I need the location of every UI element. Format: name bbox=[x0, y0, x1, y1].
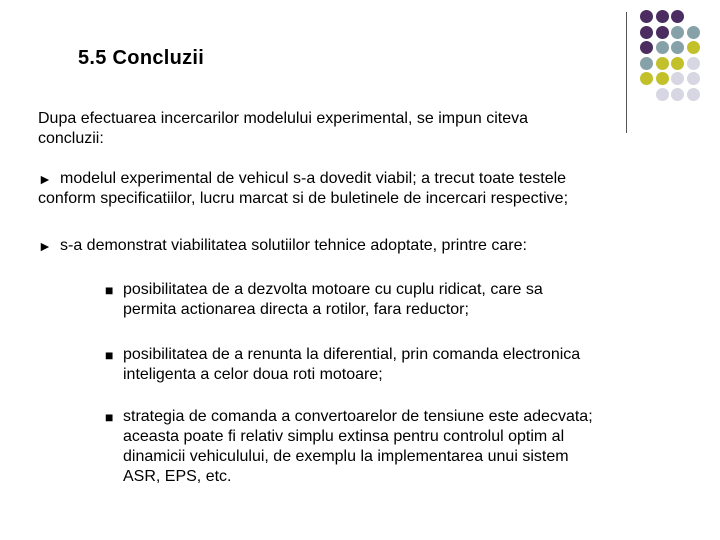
decorative-dot bbox=[640, 41, 653, 54]
sub-item bbox=[105, 280, 675, 320]
intro-paragraph bbox=[38, 109, 598, 149]
square-bullet-icon: ■ bbox=[105, 409, 114, 425]
decorative-dot bbox=[640, 10, 653, 23]
bullet-item bbox=[38, 169, 678, 209]
decorative-dot bbox=[656, 88, 669, 101]
decorative-dot bbox=[656, 10, 669, 23]
decorative-dot bbox=[671, 72, 684, 85]
decorative-dot bbox=[640, 72, 653, 85]
decorative-dot bbox=[687, 57, 700, 70]
divider-line bbox=[626, 12, 627, 133]
intro-line: concluzii: bbox=[38, 130, 104, 147]
sub-item-text: dinamicii vehiculului, de exemplu la implementarea unui sistem bbox=[123, 448, 569, 465]
decorative-dot bbox=[671, 88, 684, 101]
sub-item bbox=[105, 345, 675, 385]
bullet-text: modelul experimental de vehicul s-a dovedit viabil; a trecut toate testele bbox=[60, 170, 567, 187]
bullet-arrow-icon: ► bbox=[38, 238, 52, 254]
decorative-dot bbox=[687, 26, 700, 39]
sub-item-text: strategia de comanda a convertoarelor de tensiune este adecvata; bbox=[123, 408, 593, 425]
decorative-dot bbox=[671, 41, 684, 54]
sub-item-text: posibilitatea de a dezvolta motoare cu cuplu ridicat, care sa bbox=[123, 281, 543, 298]
decorative-dot bbox=[656, 72, 669, 85]
bullet-item bbox=[38, 236, 678, 256]
decorative-dot bbox=[656, 26, 669, 39]
square-bullet-icon: ■ bbox=[105, 347, 114, 363]
bullet-text: conform specificatiilor, lucru marcat si de buletinele de incercari respective; bbox=[38, 190, 569, 207]
decorative-dot bbox=[671, 57, 684, 70]
decorative-dot bbox=[671, 26, 684, 39]
decorative-dot bbox=[671, 10, 684, 23]
bullet-arrow-icon: ► bbox=[38, 171, 52, 187]
intro-line: Dupa efectuarea incercarilor modelului experimental, se impun citeva bbox=[38, 110, 529, 127]
sub-item-text: ASR, EPS, etc. bbox=[123, 468, 232, 485]
decorative-dot bbox=[656, 41, 669, 54]
bullet-text: s-a demonstrat viabilitatea solutiilor tehnice adoptate, printre care: bbox=[60, 237, 527, 254]
square-bullet-icon: ■ bbox=[105, 282, 114, 298]
sub-item-text: inteligenta a celor doua roti motoare; bbox=[123, 366, 383, 383]
sub-item-text: permita actionarea directa a rotilor, fara reductor; bbox=[123, 301, 469, 318]
decorative-dot bbox=[640, 26, 653, 39]
slide-title: 5.5 Concluzii bbox=[78, 47, 205, 69]
decorative-dot bbox=[687, 41, 700, 54]
decorative-dot bbox=[640, 57, 653, 70]
decorative-dot bbox=[687, 72, 700, 85]
sub-item bbox=[105, 407, 675, 487]
sub-item-text: posibilitatea de a renunta la diferential, prin comanda electronica bbox=[123, 346, 581, 363]
decorative-dot bbox=[687, 88, 700, 101]
sub-item-text: aceasta poate fi relativ simplu extinsa pentru controlul optim al bbox=[123, 428, 565, 445]
decorative-dot bbox=[656, 57, 669, 70]
